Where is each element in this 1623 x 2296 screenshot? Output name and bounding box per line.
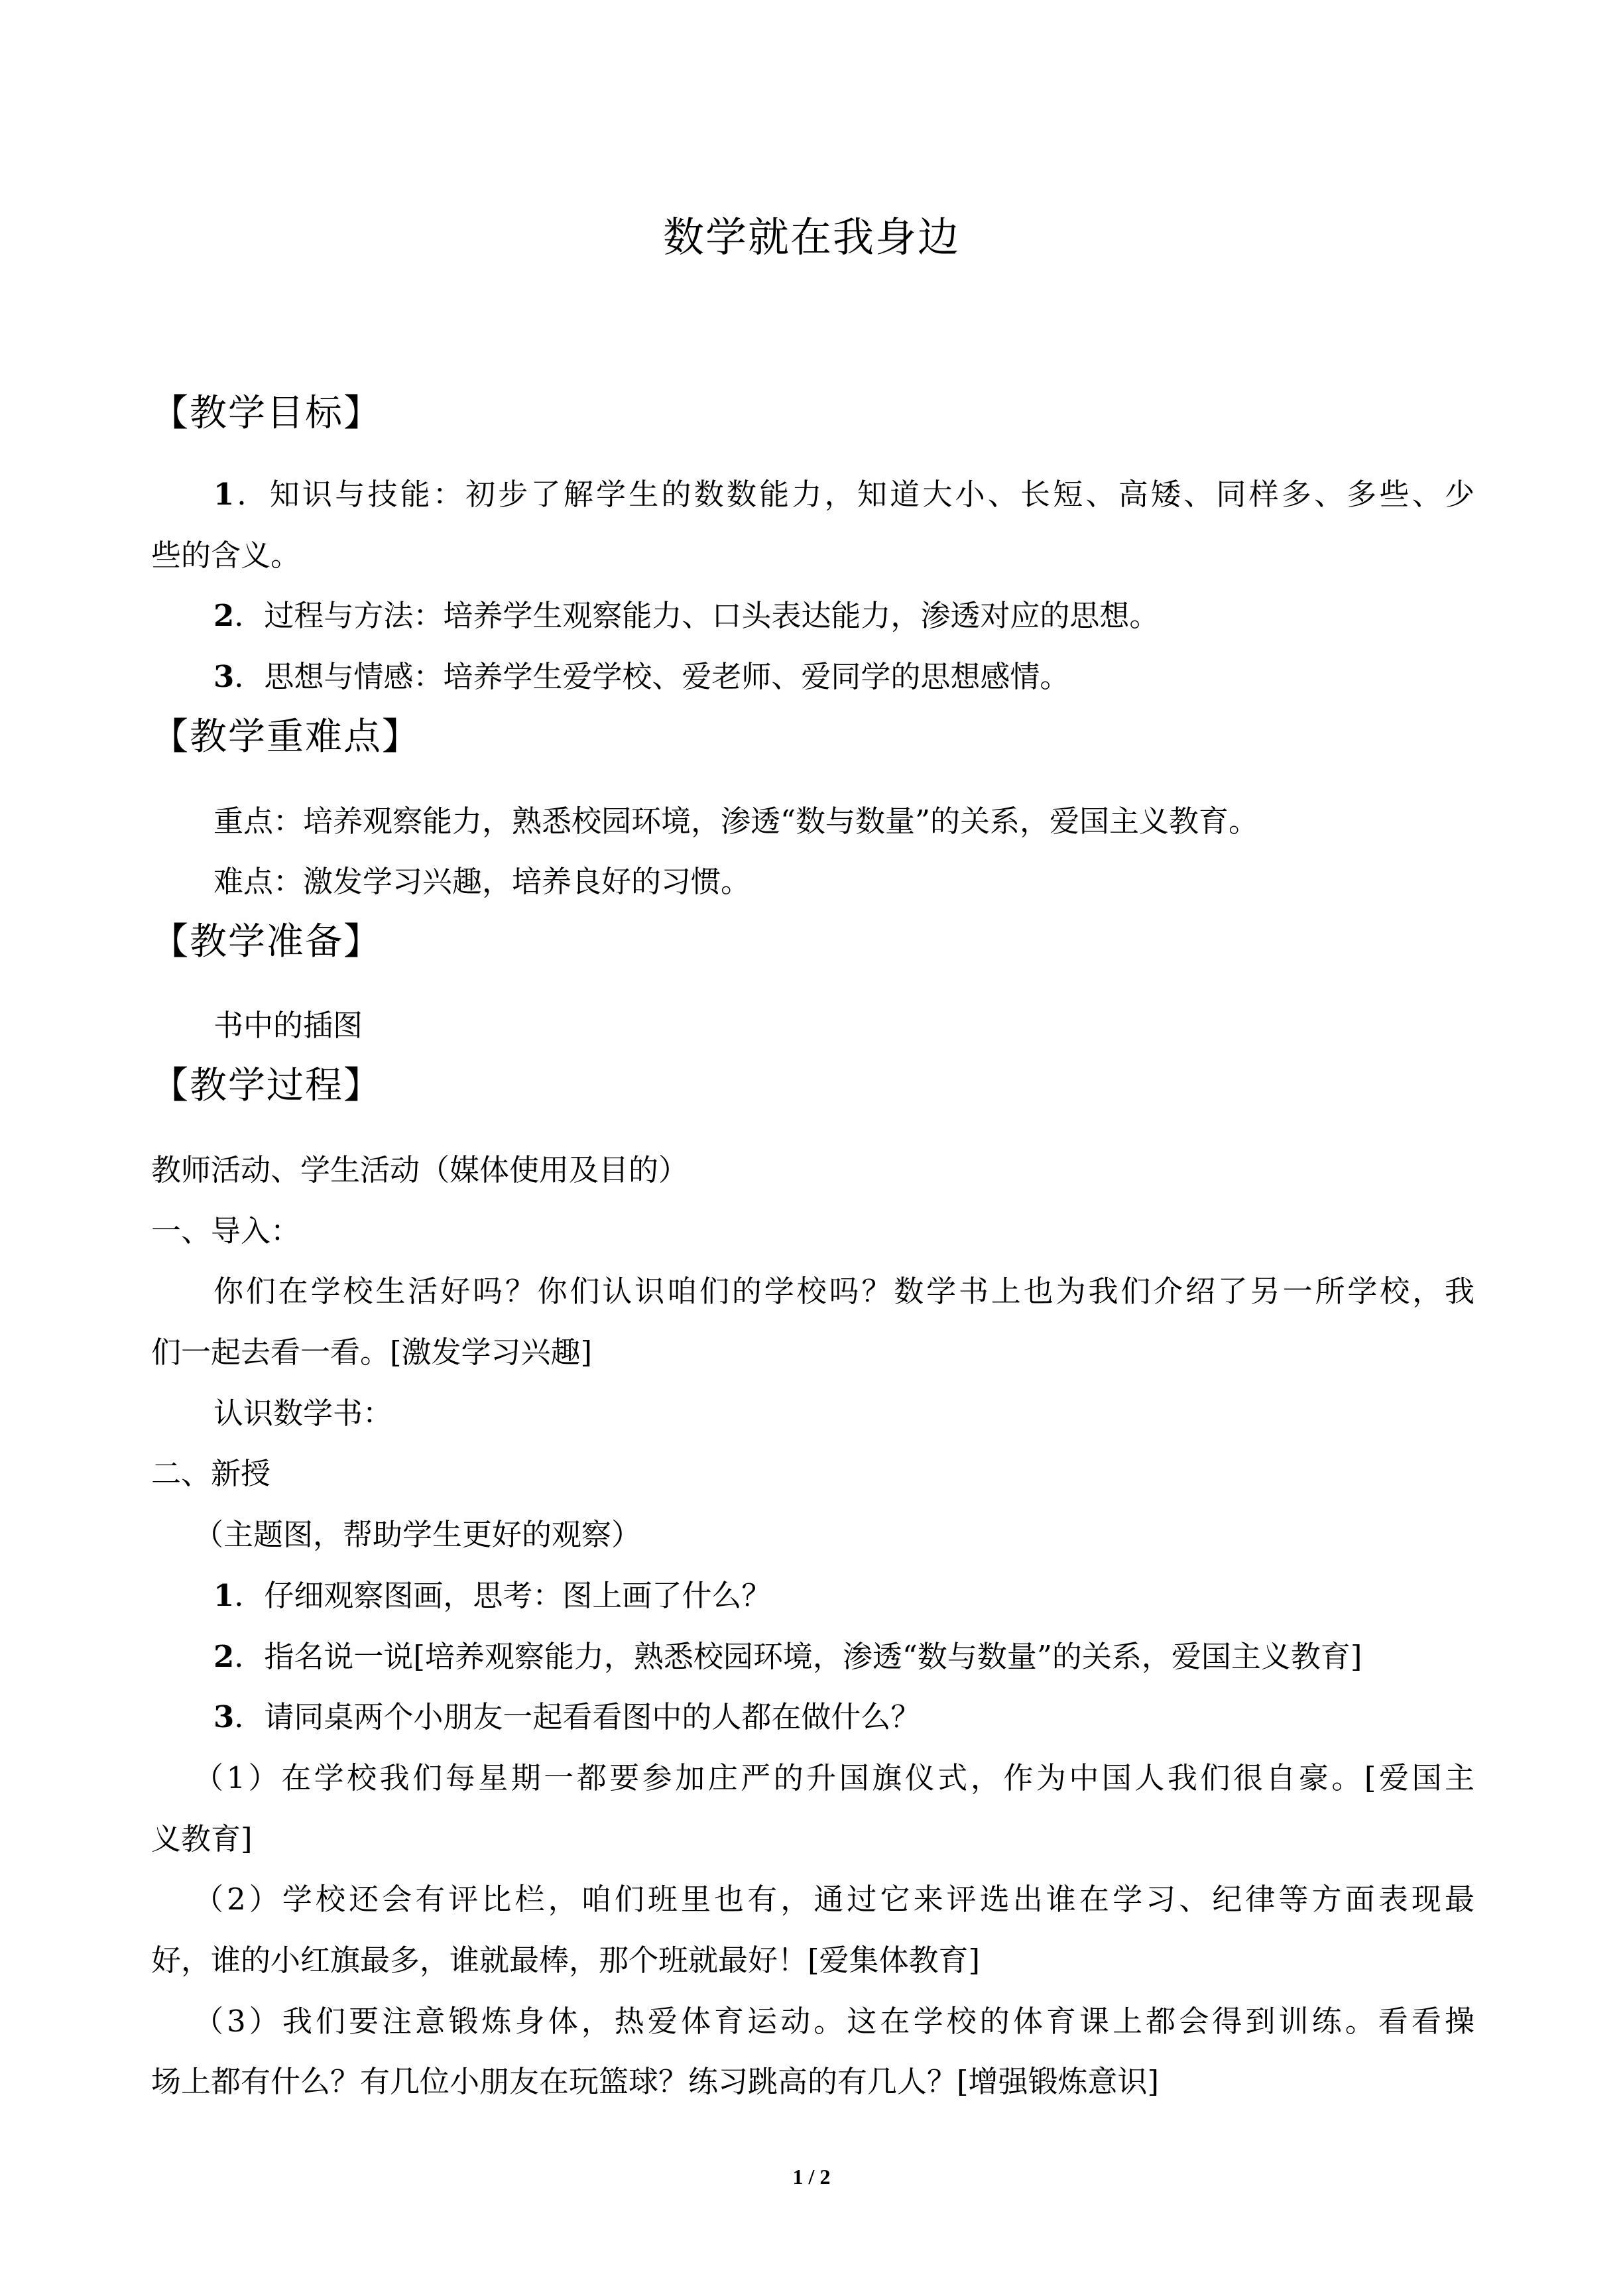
- sub-item-3-line-1: （3）我们要注意锻炼身体，热爱体育运动。这在学校的体育课上都会得到训练。看看操: [194, 2004, 1474, 2039]
- part-1-paragraph-1-line-1: 你们在学校生活好吗？你们认识咱们的学校吗？数学书上也为我们介绍了另一所学校，我: [213, 1274, 1474, 1309]
- goal-item-1-text: ．知识与技能：初步了解学生的数数能力，知道大小、长短、高矮、同样多、多些、少: [234, 477, 1474, 512]
- goal-item-1-line-2: 些的含义。: [151, 538, 301, 573]
- part-1-paragraph-1-line-2: 们一起去看一看。[激发学习兴趣]: [151, 1335, 593, 1370]
- sub-item-1-line-1: （1）在学校我们每星期一都要参加庄严的升国旗仪式，作为中国人我们很自豪。[爱国主: [194, 1760, 1474, 1795]
- step-1: [213, 1575, 771, 1617]
- goal-item-1-line-1: [213, 473, 1474, 516]
- part-1-paragraph-2: 认识数学书：: [213, 1396, 393, 1431]
- goal-item-2: [213, 595, 1159, 637]
- preparation-text: 书中的插图: [213, 1008, 363, 1043]
- goal-item-3-number: 3: [213, 659, 235, 694]
- sub-item-1-line-2: 义教育]: [151, 1821, 253, 1856]
- section-heading-process: 【教学过程】: [151, 1064, 382, 1107]
- section-heading-preparation: 【教学准备】: [151, 920, 382, 963]
- step-3-text: ．请同桌两个小朋友一起看看图中的人都在做什么？: [234, 1699, 921, 1734]
- part-2-note: （主题图，帮助学生更好的观察）: [194, 1517, 642, 1552]
- goal-item-3: [213, 656, 1069, 698]
- step-1-text: ．仔细观察图画，思考：图上画了什么？: [234, 1578, 772, 1613]
- goal-item-3-text: ．思想与情感：培养学生爱学校、爱老师、爱同学的思想感情。: [234, 659, 1070, 694]
- section-heading-goals: 【教学目标】: [151, 392, 382, 435]
- goal-item-2-text: ．过程与方法：培养学生观察能力、口头表达能力，渗透对应的思想。: [234, 598, 1160, 633]
- step-1-number: 1: [213, 1578, 235, 1613]
- sub-item-3-line-2: 场上都有什么？有几位小朋友在玩篮球？练习跳高的有几人？[增强锻炼意识]: [151, 2064, 1160, 2099]
- process-intro-line: 教师活动、学生活动（媒体使用及目的）: [151, 1152, 689, 1187]
- part-1-title: 一、导入：: [151, 1213, 301, 1248]
- page-title: 数学就在我身边: [662, 213, 960, 261]
- step-2: [213, 1636, 1362, 1678]
- step-3: [213, 1696, 920, 1738]
- goal-item-1-number: 1: [213, 477, 235, 512]
- page-number: 1 / 2: [792, 2165, 831, 2189]
- difficult-point: 难点：激发学习兴趣，培养良好的习惯。: [213, 864, 751, 899]
- step-3-number: 3: [213, 1699, 235, 1734]
- step-2-number: 2: [213, 1639, 235, 1674]
- section-heading-key-points: 【教学重难点】: [151, 715, 420, 758]
- step-2-text: ．指名说一说[培养观察能力，熟悉校园环境，渗透“数与数量”的关系，爱国主义教育]: [234, 1639, 1362, 1674]
- sub-item-2-line-2: 好，谁的小红旗最多，谁就最棒，那个班就最好！[爱集体教育]: [151, 1943, 981, 1978]
- sub-item-2-line-1: （2）学校还会有评比栏，咱们班里也有，通过它来评选出谁在学习、纪律等方面表现最: [194, 1882, 1474, 1917]
- part-2-title: 二、新授: [151, 1456, 271, 1491]
- key-point: 重点：培养观察能力，熟悉校园环境，渗透“数与数量”的关系，爱国主义教育。: [213, 804, 1259, 839]
- goal-item-2-number: 2: [213, 598, 235, 633]
